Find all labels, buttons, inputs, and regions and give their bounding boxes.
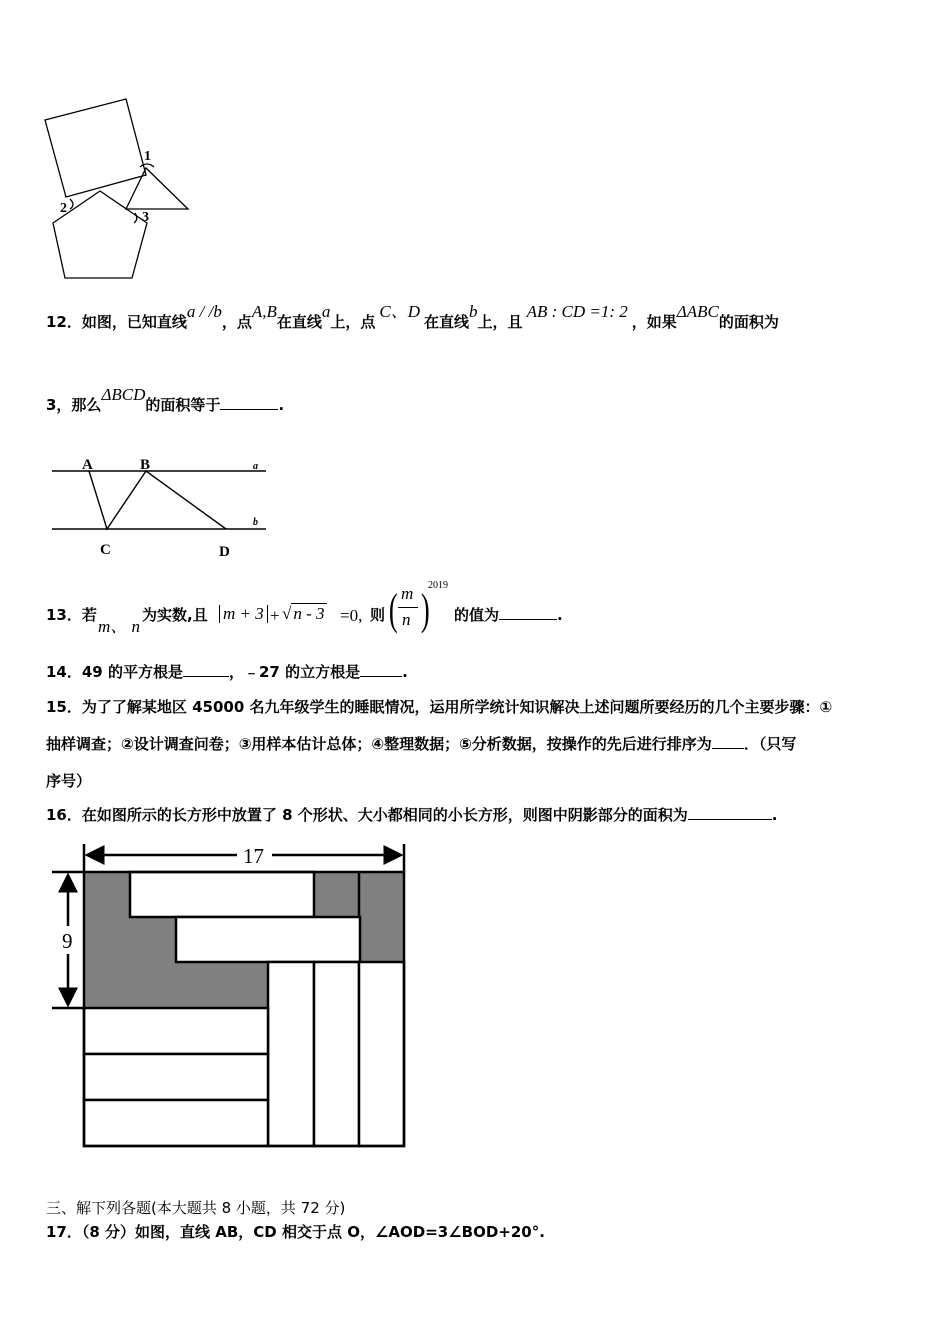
- width-label-17: 17: [243, 844, 264, 868]
- small-rectangle: [359, 962, 404, 1146]
- left-paren: (: [388, 585, 398, 634]
- height-label-9: 9: [62, 929, 73, 953]
- question-15-line-1: 15．为了了解某地区 45000 名九年级学生的睡眠情况，运用所学统计知识解决上述问题所要经历的几个主要步骤：①: [46, 698, 833, 716]
- fraction-denominator: n: [402, 610, 411, 629]
- small-rectangle: [84, 1054, 268, 1100]
- angle-1-label: 1: [144, 149, 151, 164]
- answer-blank-16[interactable]: [688, 807, 772, 820]
- ratio-expr: AB : CD =1: 2: [526, 302, 628, 321]
- line-b: b: [469, 302, 478, 321]
- question-12-line-2: 3，那么ΔBCD的面积等于 .: [46, 385, 285, 414]
- answer-blank-12[interactable]: [220, 397, 278, 410]
- figure-16-rectangles: [50, 840, 410, 1150]
- angle-2-label: 2: [60, 201, 67, 216]
- points-cd: C、D: [379, 302, 421, 321]
- pentagon-shape: [53, 191, 147, 278]
- right-paren: ): [420, 585, 430, 634]
- triangle-abc: ΔABC: [676, 302, 719, 321]
- question-16: 16．在如图所示的长方形中放置了 8 个形状、大小都相同的小长方形，则图中阴影部分的面积为 .: [46, 806, 778, 824]
- triangle-path: [89, 471, 226, 529]
- points-ab: A,B: [251, 302, 277, 321]
- answer-blank-14a[interactable]: [183, 664, 229, 677]
- point-c-label: C: [100, 542, 111, 558]
- abs-expression: m + 3: [219, 605, 268, 623]
- angle-2-arc: [70, 199, 73, 209]
- answer-blank-13[interactable]: [499, 607, 557, 620]
- fraction-bar: [398, 607, 418, 608]
- question-13: 13．若 m、 n 为实数,且 m + 3 + √ n - 3 =0, 则 ( m n ) 2019 的值为 .: [46, 580, 563, 636]
- small-rectangle: [130, 872, 314, 917]
- triangle-shape: [126, 168, 188, 209]
- question-15-line-2: 抽样调查；②设计调查问卷；③用样本估计总体；④整理数据；⑤分析数据，按操作的先后进行排序为 ．（只写: [46, 735, 797, 753]
- square-shape: [45, 99, 146, 197]
- question-12-line-1: 12．如图，已知直线a / /b，点A,B在直线a上，点C、D在直线b上，且AB : CD =1: 2，如果ΔABC的面积为: [46, 302, 779, 331]
- answer-blank-15[interactable]: [712, 736, 744, 749]
- exponent-2019: 2019: [428, 580, 448, 591]
- angle-3-label: 3: [142, 210, 149, 225]
- point-b-label: B: [140, 457, 151, 473]
- question-17: 17．（8 分）如图，直线 AB，CD 相交于点 O，∠AOD=3∠BOD+20°.: [46, 1223, 545, 1241]
- line-a: a: [321, 302, 331, 321]
- line-a-label: a: [253, 461, 258, 472]
- small-rectangle: [314, 962, 359, 1146]
- answer-blank-14b[interactable]: [360, 664, 402, 677]
- question-14: 14．49 的平方根是 ，﹣27 的立方根是 .: [46, 663, 408, 681]
- small-rectangle: [176, 917, 360, 962]
- angle-1-arc: [140, 164, 154, 167]
- section-3-title: 三、解下列各题(本大题共 8 小题，共 72 分): [46, 1199, 346, 1217]
- sqrt-expression: √ n - 3: [282, 604, 325, 623]
- small-rectangle: [268, 962, 314, 1146]
- small-rectangle: [84, 1100, 268, 1146]
- vars-mn: m、 n: [98, 617, 141, 636]
- small-rectangle: [84, 1008, 268, 1054]
- fraction-numerator: m: [401, 584, 414, 603]
- triangle-bcd: ΔBCD: [101, 385, 146, 404]
- figure-12-parallel-lines: [48, 455, 278, 565]
- line-b-label: b: [253, 517, 258, 528]
- sqrt-sign: √: [282, 604, 292, 623]
- point-d-label: D: [219, 544, 230, 560]
- point-a-label: A: [82, 457, 93, 473]
- parallel-expr: a / /b: [186, 302, 222, 321]
- figure-11-polygons: [40, 95, 240, 285]
- question-15-line-3: 序号）: [46, 772, 92, 790]
